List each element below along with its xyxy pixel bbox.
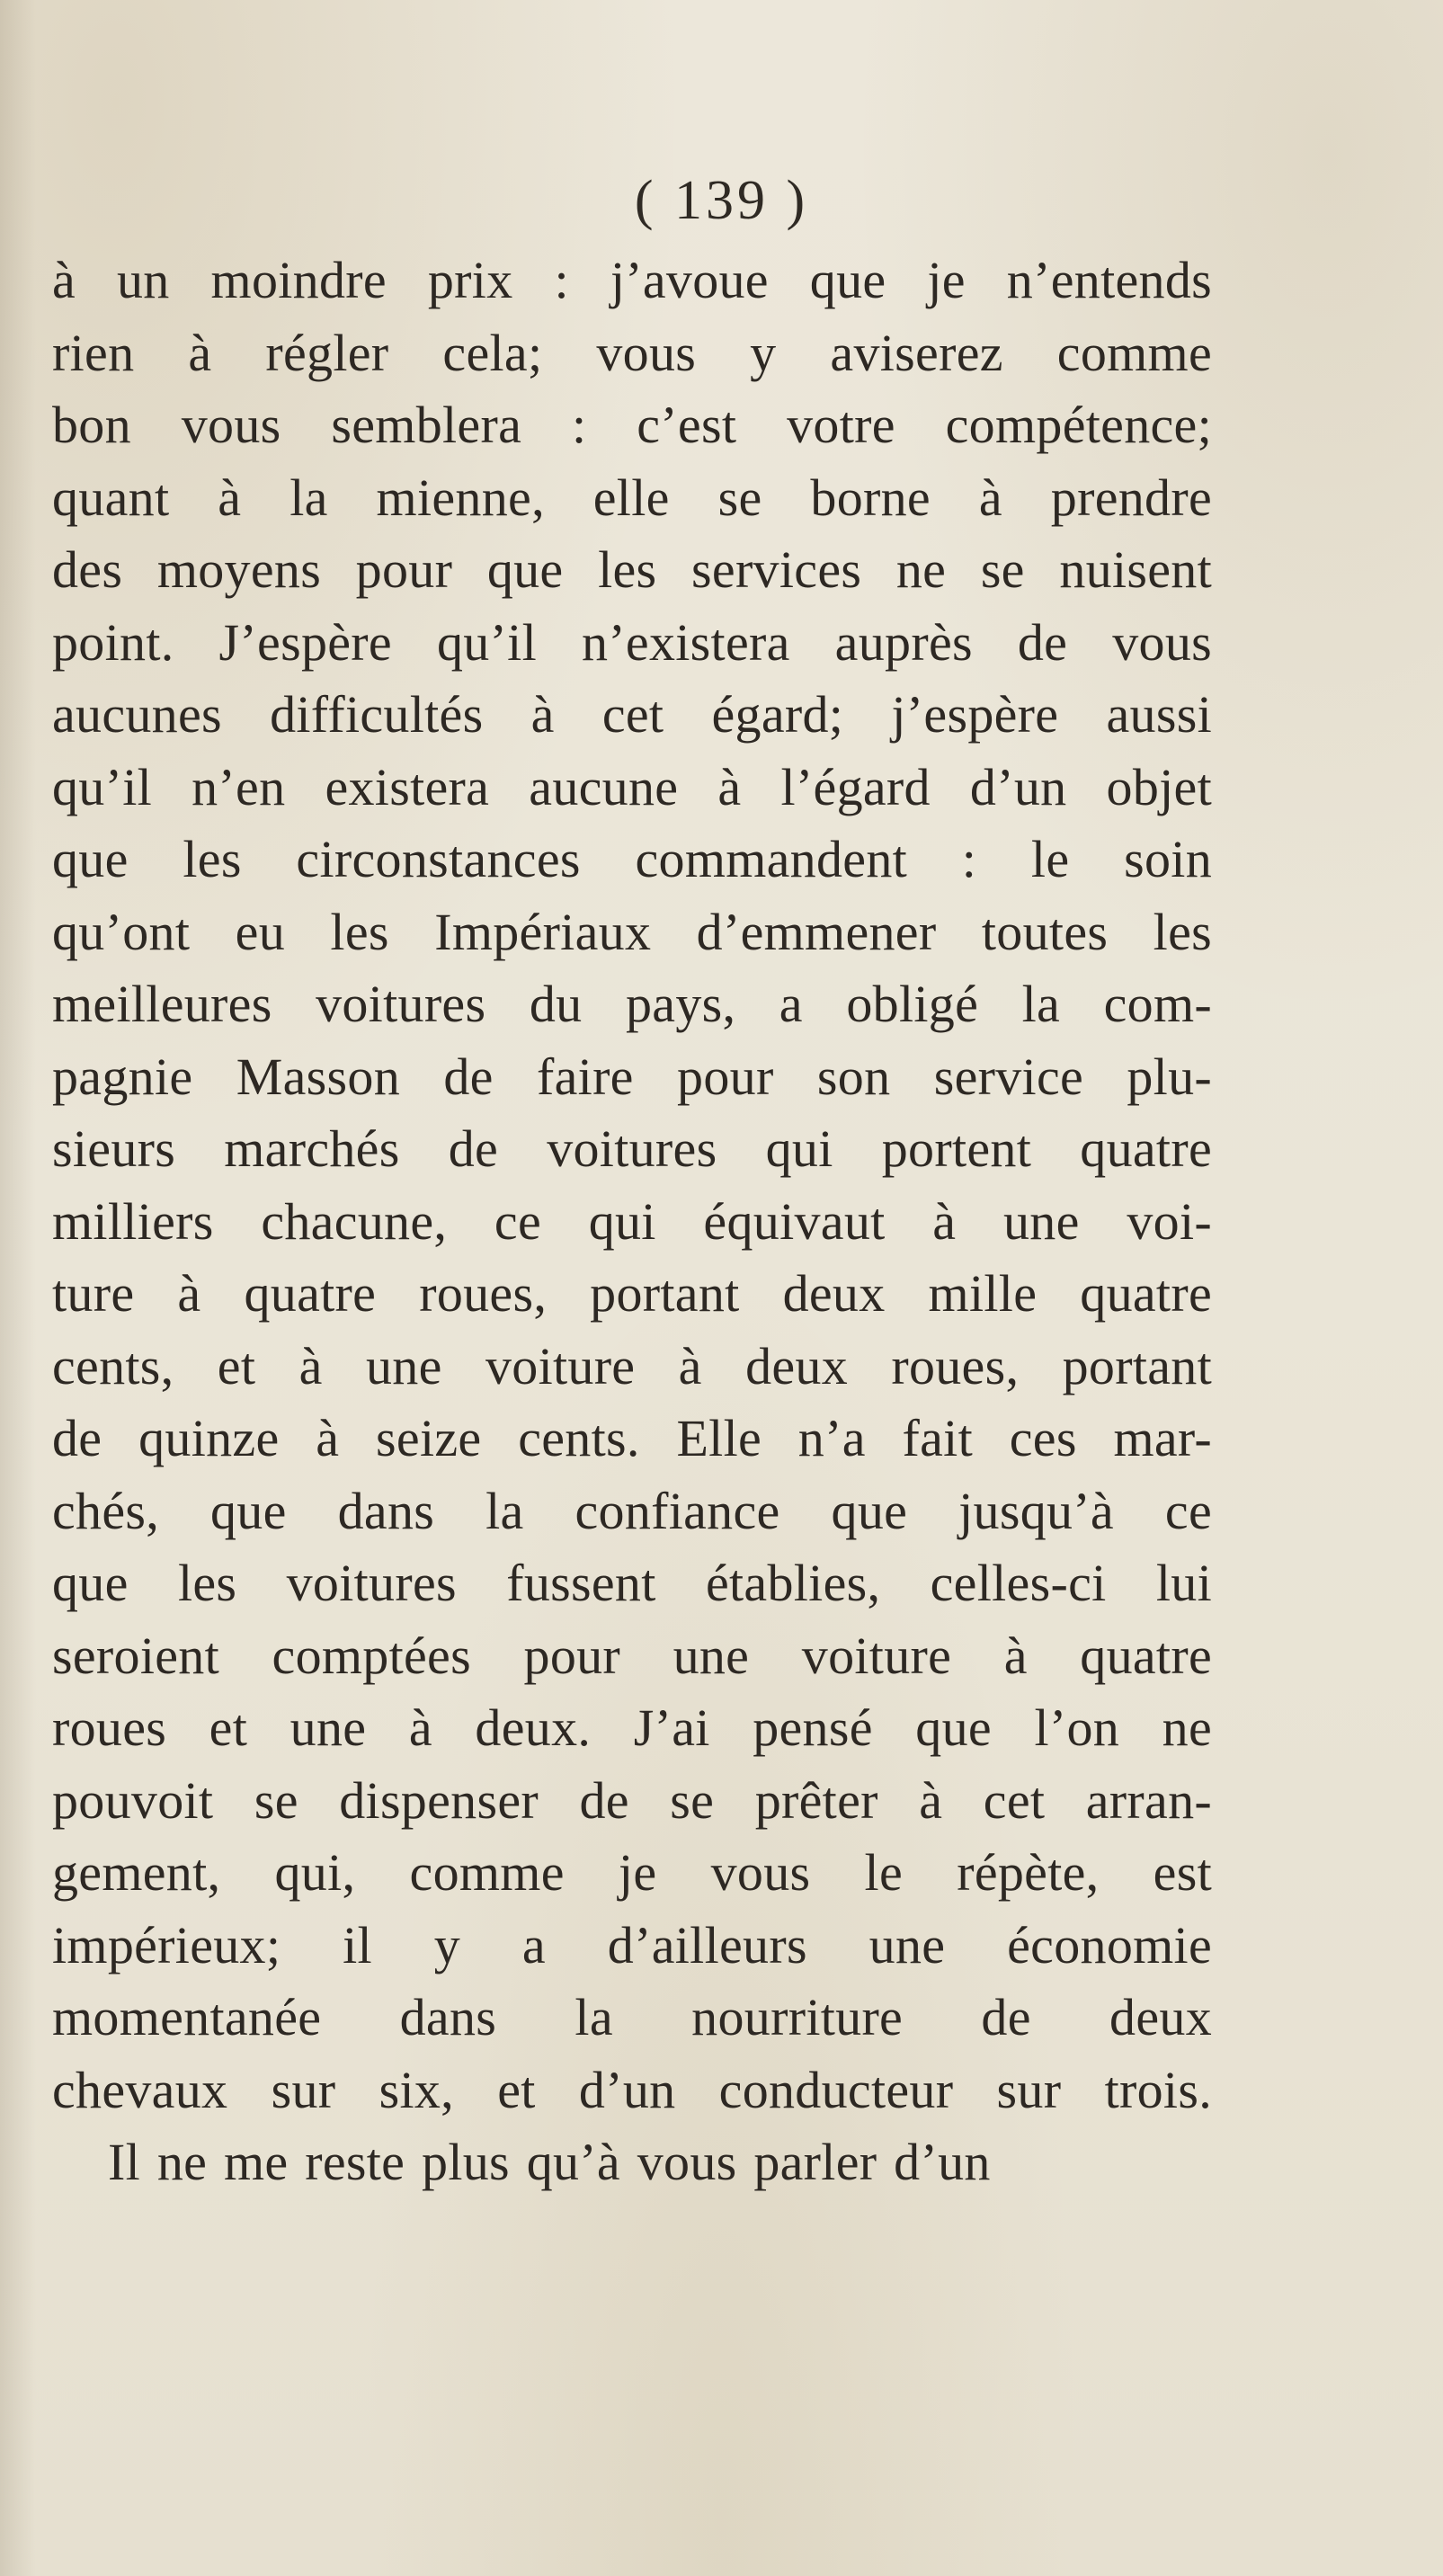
page-number-header: ( 139 ) bbox=[634, 170, 809, 231]
text-line: rien à régler cela; vous y aviserez comme bbox=[52, 323, 1212, 382]
text-line: chés, que dans la confiance que jusqu’à ce bbox=[52, 1481, 1212, 1540]
text-line: impérieux; il y a d’ailleurs une économie bbox=[52, 1915, 1212, 1974]
text-line: bon vous semblera : c’est votre compétence; bbox=[52, 396, 1212, 454]
text-line: aucunes difficultés à cet égard; j’espère aussi bbox=[52, 685, 1212, 744]
text-line: que les circonstances commandent : le soin bbox=[52, 830, 1212, 888]
body-text bbox=[52, 245, 1212, 2199]
text-line: milliers chacune, ce qui équivaut à une voi- bbox=[52, 1191, 1212, 1251]
text-line: des moyens pour que les services ne se nuisent bbox=[52, 540, 1212, 599]
text-line: de quinze à seize cents. Elle n’a fait ces mar- bbox=[52, 1409, 1212, 1467]
text-line: point. J’espère qu’il n’existera auprès de vous bbox=[52, 612, 1212, 672]
text-line: à un moindre prix : j’avoue que je n’entends bbox=[52, 251, 1212, 309]
text-line: Il ne me reste plus qu’à vous parler d’un bbox=[108, 2133, 991, 2191]
text-line: quant à la mienne, elle se borne à prendre bbox=[52, 468, 1212, 527]
text-line: momentanée dans la nourriture de deux bbox=[52, 1988, 1212, 2046]
text-line: que les voitures fussent établies, celles-ci lui bbox=[52, 1554, 1212, 1612]
text-line: meilleures voitures du pays, a obligé la com- bbox=[52, 975, 1212, 1033]
text-line: ture à quatre roues, portant deux mille quatre bbox=[52, 1264, 1212, 1323]
text-line: qu’ont eu les Impériaux d’emmener toutes les bbox=[52, 902, 1212, 961]
text-line: chevaux sur six, et d’un conducteur sur trois. bbox=[52, 2060, 1212, 2119]
text-line: qu’il n’en existera aucune à l’égard d’un objet bbox=[52, 757, 1212, 816]
text-line: pagnie Masson de faire pour son service plu- bbox=[52, 1047, 1212, 1106]
text-line: sieurs marchés de voitures qui portent quatre bbox=[52, 1119, 1212, 1178]
text-line: seroient comptées pour une voiture à quatre bbox=[52, 1626, 1212, 1685]
page-gutter-shadow bbox=[0, 0, 36, 2576]
text-line: pouvoit se dispenser de se prêter à cet arran- bbox=[52, 1770, 1212, 1830]
text-line: cents, et à une voiture à deux roues, portant bbox=[52, 1336, 1212, 1395]
text-line: gement, qui, comme je vous le répète, est bbox=[52, 1843, 1212, 1902]
text-line: roues et une à deux. J’ai pensé que l’on ne bbox=[52, 1698, 1212, 1757]
